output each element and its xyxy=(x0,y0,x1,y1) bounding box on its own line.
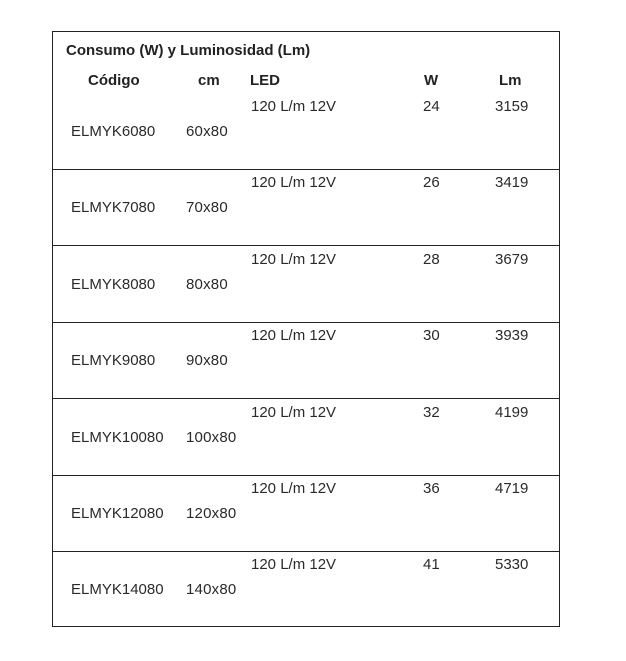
watts-cell: 36 xyxy=(423,480,440,497)
lumens-cell: 4199 xyxy=(495,403,529,421)
size-cell: 140x80 xyxy=(186,581,237,599)
lumens-cell: 4719 xyxy=(495,480,529,497)
table-row xyxy=(53,247,559,323)
led-cell: 120 L/m 12V xyxy=(251,403,337,421)
code-cell: ELMYK9080 xyxy=(71,352,156,370)
watts-cell: 32 xyxy=(423,403,440,421)
watts-cell: 26 xyxy=(423,174,440,192)
code-cell: ELMYK6080 xyxy=(71,123,156,140)
size-cell: 80x80 xyxy=(186,275,228,293)
table-row xyxy=(53,170,559,246)
table-row xyxy=(53,552,559,628)
code-cell: ELMYK14080 xyxy=(71,581,164,599)
lumens-cell: 3939 xyxy=(495,327,529,345)
watts-cell: 24 xyxy=(423,98,440,115)
table-row xyxy=(53,323,559,399)
consumption-table xyxy=(52,31,560,627)
size-cell: 60x80 xyxy=(186,123,228,140)
size-cell: 120x80 xyxy=(186,505,237,522)
watts-cell: 41 xyxy=(423,556,440,574)
led-cell: 120 L/m 12V xyxy=(251,174,337,192)
lumens-cell: 3679 xyxy=(495,250,529,268)
code-cell: ELMYK12080 xyxy=(71,505,164,522)
led-cell: 120 L/m 12V xyxy=(251,98,337,115)
led-cell: 120 L/m 12V xyxy=(251,327,337,345)
column-header-lm: Lm xyxy=(499,72,522,89)
lumens-cell: 3159 xyxy=(495,98,529,115)
column-header-w: W xyxy=(424,72,439,89)
size-cell: 70x80 xyxy=(186,199,228,217)
code-cell: ELMYK10080 xyxy=(71,428,164,446)
lumens-cell: 3419 xyxy=(495,174,529,192)
size-cell: 100x80 xyxy=(186,428,237,446)
table-title: Consumo (W) y Luminosidad (Lm) xyxy=(66,42,311,59)
column-header-led: LED xyxy=(250,72,280,89)
column-header-cm: cm xyxy=(198,72,220,89)
lumens-cell: 5330 xyxy=(495,556,529,574)
led-cell: 120 L/m 12V xyxy=(251,480,337,497)
led-cell: 120 L/m 12V xyxy=(251,250,337,268)
table-row xyxy=(53,476,559,552)
table-row xyxy=(53,94,559,170)
size-cell: 90x80 xyxy=(186,352,228,370)
watts-cell: 30 xyxy=(423,327,440,345)
led-cell: 120 L/m 12V xyxy=(251,556,337,574)
code-cell: ELMYK7080 xyxy=(71,199,156,217)
table-row xyxy=(53,400,559,476)
column-header-code: Código xyxy=(88,72,140,89)
watts-cell: 28 xyxy=(423,250,440,268)
code-cell: ELMYK8080 xyxy=(71,275,156,293)
